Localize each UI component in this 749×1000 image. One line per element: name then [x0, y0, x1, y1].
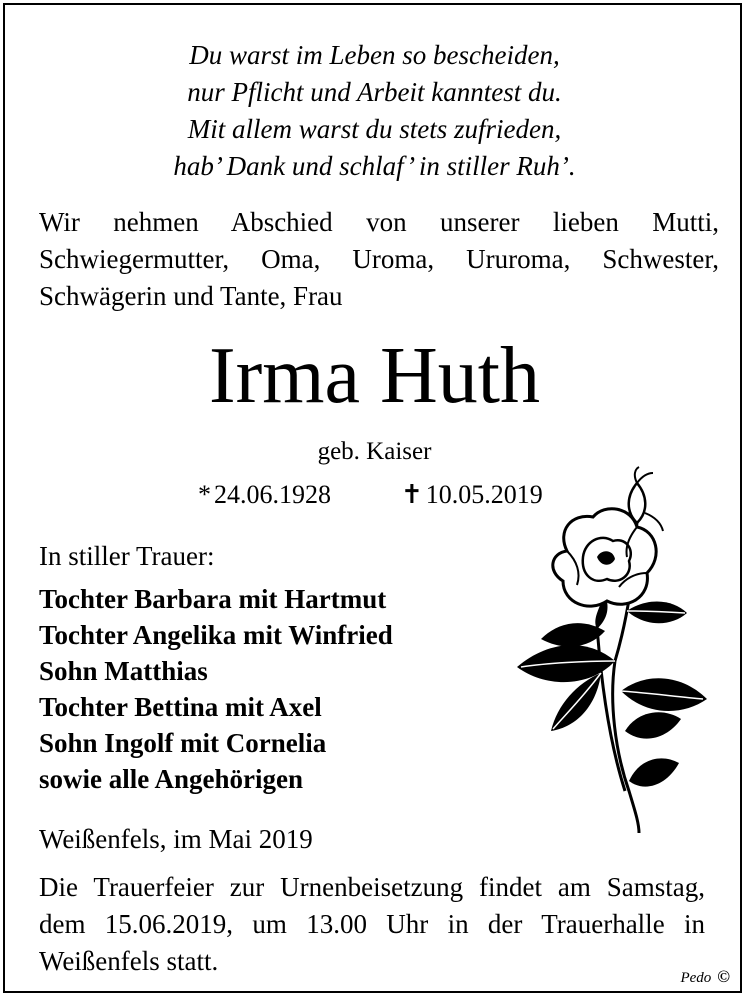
poem-line: Du warst im Leben so bescheiden, — [189, 40, 560, 70]
service-line: Weißenfels statt. — [39, 946, 219, 976]
publisher-signature — [680, 967, 730, 987]
intro-line: Schwiegermutter, Oma, Uroma, Ururoma, Schwester, — [39, 244, 719, 274]
signature-text: Pedo — [680, 970, 712, 986]
poem-line: Mit allem warst du stets zufrieden, — [187, 114, 562, 144]
family-member: Tochter Barbara mit Hartmut — [39, 584, 387, 614]
rose-icon — [497, 461, 727, 841]
poem-line: hab’ Dank und schlaf’ in stiller Ruh’. — [173, 151, 576, 181]
service-line: Die Trauerfeier zur Urnenbeisetzung findet am Samstag, — [39, 872, 705, 902]
family-member: Sohn Ingolf mit Cornelia — [39, 728, 327, 758]
intro-text — [39, 204, 719, 315]
family-member: Tochter Bettina mit Axel — [39, 692, 322, 722]
maiden-name: geb. Kaiser — [317, 438, 432, 465]
family-list — [39, 581, 393, 797]
family-member: Tochter Angelika mit Winfried — [39, 620, 393, 650]
birth-date — [198, 479, 331, 511]
poem — [5, 37, 744, 185]
family-member: Sohn Matthias — [39, 656, 208, 686]
deceased-name: Irma Huth — [208, 332, 540, 420]
obituary-notice — [3, 3, 742, 993]
service-line: dem 15.06.2019, um 13.00 Uhr in der Trauerhalle in — [39, 909, 705, 939]
place-and-date: Weißenfels, im Mai 2019 — [39, 824, 313, 854]
family-member: sowie alle Angehörigen — [39, 764, 303, 794]
birth-star-icon: * — [198, 480, 211, 509]
copyright-icon: © — [717, 967, 730, 986]
death-cross-icon: ✝ — [401, 480, 423, 509]
mourning-label: In stiller Trauer: — [39, 541, 215, 571]
death-date-value: 10.05.2019 — [425, 480, 543, 509]
intro-line: Wir nehmen Abschied von unserer lieben Mutti, — [39, 207, 719, 237]
funeral-service-info — [39, 869, 705, 980]
poem-line: nur Pflicht und Arbeit kanntest du. — [187, 77, 562, 107]
birth-date-value: 24.06.1928 — [214, 480, 331, 509]
intro-line: Schwägerin und Tante, Frau — [39, 281, 343, 311]
